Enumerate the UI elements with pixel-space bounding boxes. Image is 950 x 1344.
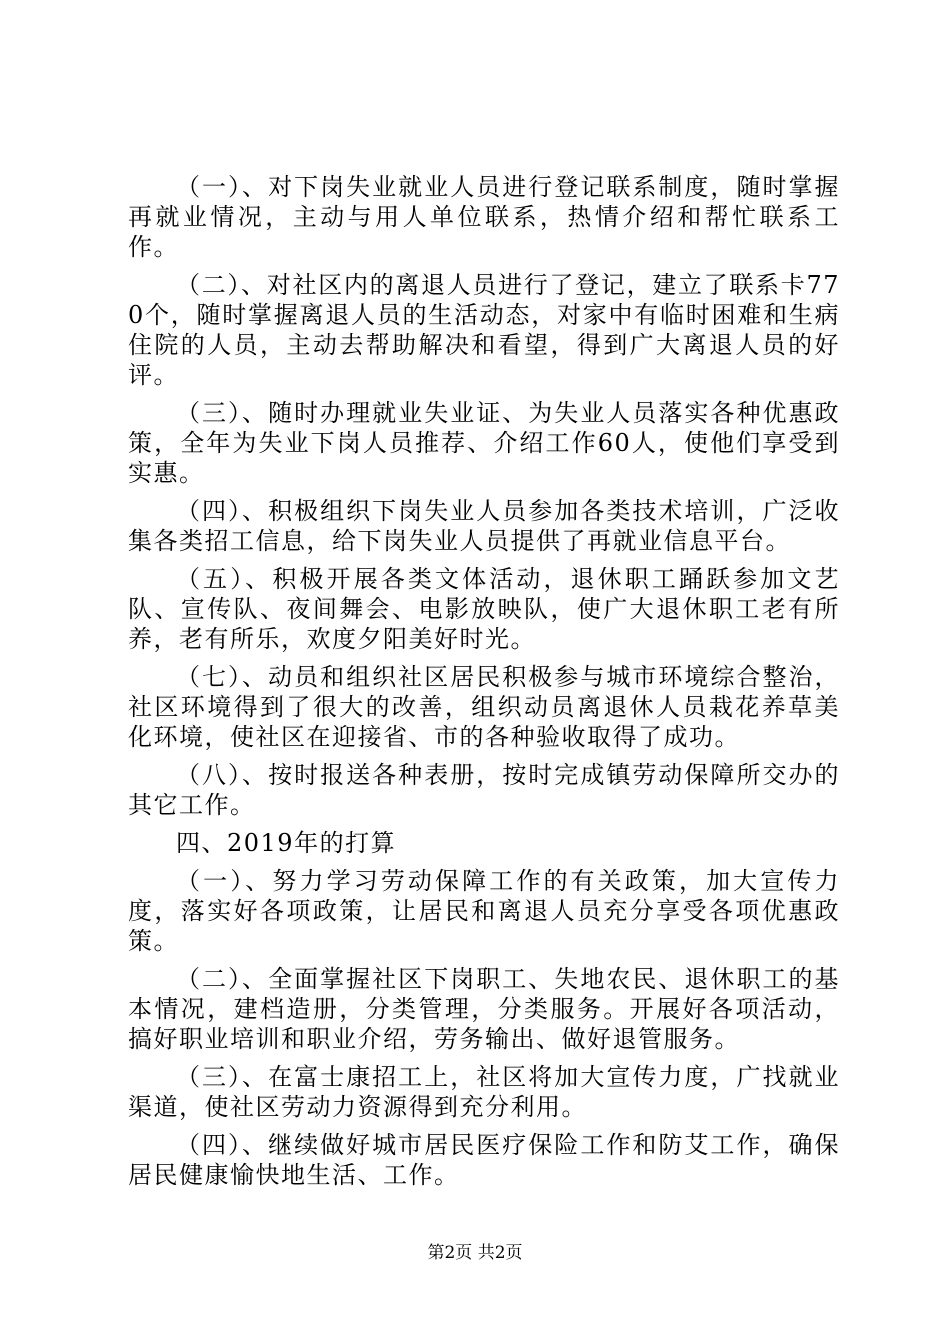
paragraph-3: （三）、随时办理就业失业证、为失业人员落实各种优惠政策，全年为失业下岗人员推荐、介绍工作60人，使他们享受到实惠。 xyxy=(128,399,840,487)
plan-paragraph-4: （四）、继续做好城市居民医疗保险工作和防艾工作，确保居民健康愉快地生活、工作。 xyxy=(128,1131,840,1189)
plan-paragraph-3: （三）、在富士康招工上，社区将加大宣传力度，广找就业渠道，使社区劳动力资源得到充分利用。 xyxy=(128,1063,840,1121)
section-heading: 四、2019年的打算 xyxy=(176,829,397,857)
paragraph-7: （七）、动员和组织社区居民积极参与城市环境综合整治，社区环境得到了很大的改善，组织动员离退休人员栽花养草美化环境，使社区在迎接省、市的各种验收取得了成功。 xyxy=(128,663,840,751)
plan-paragraph-2: （二）、全面掌握社区下岗职工、失地农民、退休职工的基本情况，建档造册，分类管理，分类服务。开展好各项活动，搞好职业培训和职业介绍，劳务输出、做好退管服务。 xyxy=(128,965,840,1053)
paragraph-2: （二）、对社区内的离退人员进行了登记，建立了联系卡770个，随时掌握离退人员的生活动态，对家中有临时困难和生病住院的人员，主动去帮助解决和看望，得到广大离退人员的好评。 xyxy=(128,271,840,389)
paragraph-4: （四）、积极组织下岗失业人员参加各类技术培训，广泛收集各类招工信息，给下岗失业人员提供了再就业信息平台。 xyxy=(128,497,840,555)
plan-paragraph-1: （一）、努力学习劳动保障工作的有关政策，加大宣传力度，落实好各项政策，让居民和离退人员充分享受各项优惠政策。 xyxy=(128,867,840,955)
paragraph-5: （五）、积极开展各类文体活动，退休职工踊跃参加文艺队、宣传队、夜间舞会、电影放映队，使广大退休职工老有所养，老有所乐，欢度夕阳美好时光。 xyxy=(128,565,840,653)
paragraph-8: （八）、按时报送各种表册，按时完成镇劳动保障所交办的其它工作。 xyxy=(128,761,840,819)
document-body xyxy=(128,172,840,1198)
paragraph-1: （一）、对下岗失业就业人员进行登记联系制度，随时掌握再就业情况，主动与用人单位联系，热情介绍和帮忙联系工作。 xyxy=(128,173,840,261)
page-footer: 第2页 共2页 xyxy=(427,1243,523,1263)
